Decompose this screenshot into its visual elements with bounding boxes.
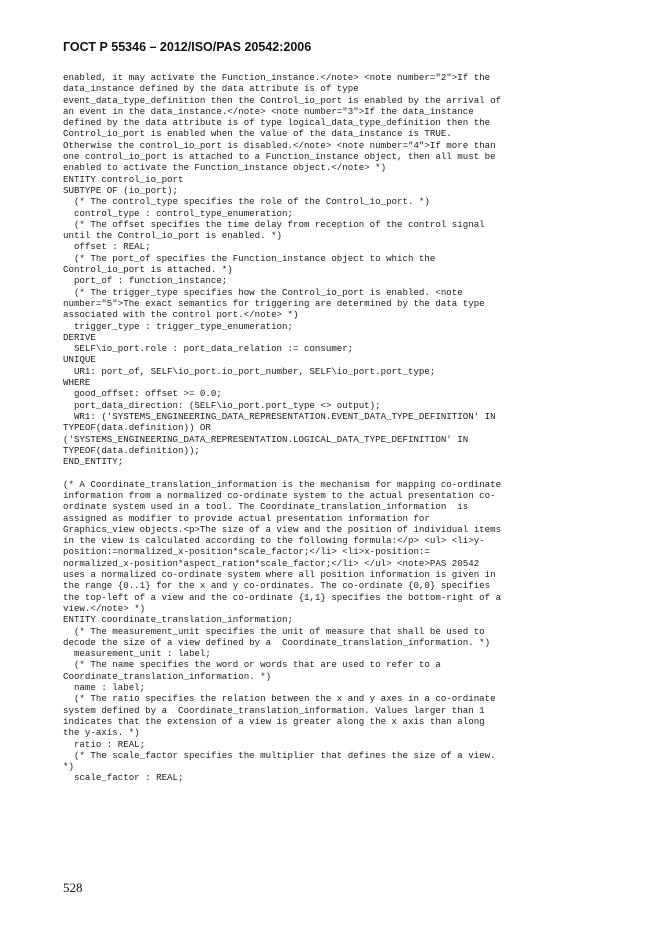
document-header: ГОСТ Р 55346 – 2012/ISO/PAS 20542:2006 [63, 40, 312, 54]
code-line: SUBTYPE OF (io_port); [63, 184, 178, 196]
code-line: an event in the data_instance.</note> <note number="3">If the data_instance [63, 105, 474, 117]
express-code-block [63, 72, 623, 784]
code-line: data_instance defined by the data attribute is of type [63, 83, 359, 95]
code-line: DERIVE [63, 331, 96, 343]
code-line: assigned as modifier to provide actual presentation information for [63, 512, 430, 524]
code-line: UNIQUE [63, 354, 96, 366]
code-line: position:=normalized_x-position*scale_factor;</li> <li>x-position:= [63, 546, 430, 558]
code-line: ENTITY control_io_port [63, 173, 184, 185]
code-line: Coordinate_translation_information. *) [63, 670, 272, 682]
code-line: scale_factor : REAL; [63, 772, 184, 784]
code-line: normalized_x-position*aspect_ration*scale_factor;</li> </ul> <note>PAS 20542 [63, 557, 480, 569]
code-line: (* The ratio specifies the relation between the x and y axes in a co-ordinate [63, 693, 496, 705]
code-line: the range {0..1} for the x and y co-ordinates. The co-ordinate {0,0} specifies [63, 580, 491, 592]
code-line: indicates that the extension of a view is greater along the x axis than along [63, 715, 485, 727]
page-number: 528 [63, 880, 83, 895]
code-line: decode the size of a view defined by a Coordinate_translation_information. *) [63, 636, 491, 648]
code-line: until the Control_io_port is enabled. *) [63, 230, 283, 242]
code-line: (* A Coordinate_translation_information is the mechanism for mapping co-ordinate [63, 478, 502, 490]
code-line: (* The control_type specifies the role of the Control_io_port. *) [63, 196, 430, 208]
code-line: port_data_direction: (SELF\io_port.port_type <> output); [63, 399, 381, 411]
code-line: TYPEOF(data.definition)) OR [63, 422, 211, 434]
code-line: (* The port_of specifies the Function_instance object to which the [63, 252, 436, 264]
code-line: WR1: ('SYSTEMS_ENGINEERING_DATA_REPRESENTATION.EVENT_DATA_TYPE_DEFINITION' IN [63, 410, 496, 422]
code-line: event_data_type_definition then the Control_io_port is enabled by the arrival of [63, 94, 502, 106]
code-line: TYPEOF(data.definition)); [63, 444, 200, 456]
code-line: *) [63, 761, 74, 773]
code-line: enabled to activate the Function_instance object.</note> *) [63, 162, 387, 174]
code-line: good_offset: offset >= 0.0; [63, 388, 222, 400]
code-line: in the view is calculated according to the following formula:</p> <ul> <li>y- [63, 535, 485, 547]
code-line: ratio : REAL; [63, 738, 146, 750]
code-line: ('SYSTEMS_ENGINEERING_DATA_REPRESENTATION.LOGICAL_DATA_TYPE_DEFINITION' IN [63, 433, 469, 445]
code-line: enabled, it may activate the Function_instance.</note> <note number="2">If the [63, 72, 491, 83]
code-line: ordinate system used in a tool. The Coordinate_translation_information is [63, 501, 469, 513]
code-line: name : label; [63, 682, 146, 694]
code-line: measurement_unit : label; [63, 648, 211, 660]
code-line: information from a normalized co-ordinate system to the actual presentation co- [63, 489, 496, 501]
code-line: offset : REAL; [63, 241, 151, 253]
code-line: (* The scale_factor specifies the multiplier that defines the size of a view. [63, 749, 496, 761]
code-line: Control_io_port is attached. *) [63, 264, 233, 276]
code-line: one control_io_port is attached to a Function_instance object, then all must be [63, 151, 496, 163]
code-line: WHERE [63, 377, 91, 389]
code-line: control_type : control_type_enumeration; [63, 207, 293, 219]
code-line: (* The offset specifies the time delay from reception of the control signal [63, 218, 485, 230]
code-line [63, 467, 623, 478]
code-line: uses a normalized co-ordinate system where all position information is given in [63, 569, 496, 581]
code-line: (* The measurement_unit specifies the unit of measure that shall be used to [63, 625, 485, 637]
code-line: system defined by a Coordinate_translation_information. Values larger than 1 [63, 704, 485, 716]
code-line: Otherwise the control_io_port is disabled.</note> <note number="4">If more than [63, 139, 496, 151]
code-line: number="5">The exact semantics for triggering are determined by the data type [63, 297, 485, 309]
code-line: (* The name specifies the word or words that are used to refer to a [63, 659, 441, 671]
code-line: Control_io_port is enabled when the value of the data_instance is TRUE. [63, 128, 452, 140]
code-line: view.</note> *) [63, 602, 146, 614]
code-line: trigger_type : trigger_type_enumeration; [63, 320, 293, 332]
code-line: Graphics_view objects.<p>The size of a view and the position of individual items [63, 523, 502, 535]
code-line: END_ENTITY; [63, 456, 124, 468]
code-line: port_of : function_instance; [63, 275, 228, 287]
code-line: associated with the control port.</note> *) [63, 309, 299, 321]
code-line: ENTITY coordinate_translation_information; [63, 614, 293, 626]
code-line: UR1: port_of, SELF\io_port.io_port_number, SELF\io_port.port_type; [63, 365, 436, 377]
code-line: defined by the data attribute is of type logical_data_type_definition then the [63, 117, 491, 129]
code-line: the top-left of a view and the co-ordinate {1,1} specifies the bottom-right of a [63, 591, 502, 603]
code-line: the y-axis. *) [63, 727, 140, 739]
code-line: SELF\io_port.role : port_data_relation := consumer; [63, 343, 354, 355]
code-line: (* The trigger_type specifies how the Control_io_port is enabled. <note [63, 286, 463, 298]
